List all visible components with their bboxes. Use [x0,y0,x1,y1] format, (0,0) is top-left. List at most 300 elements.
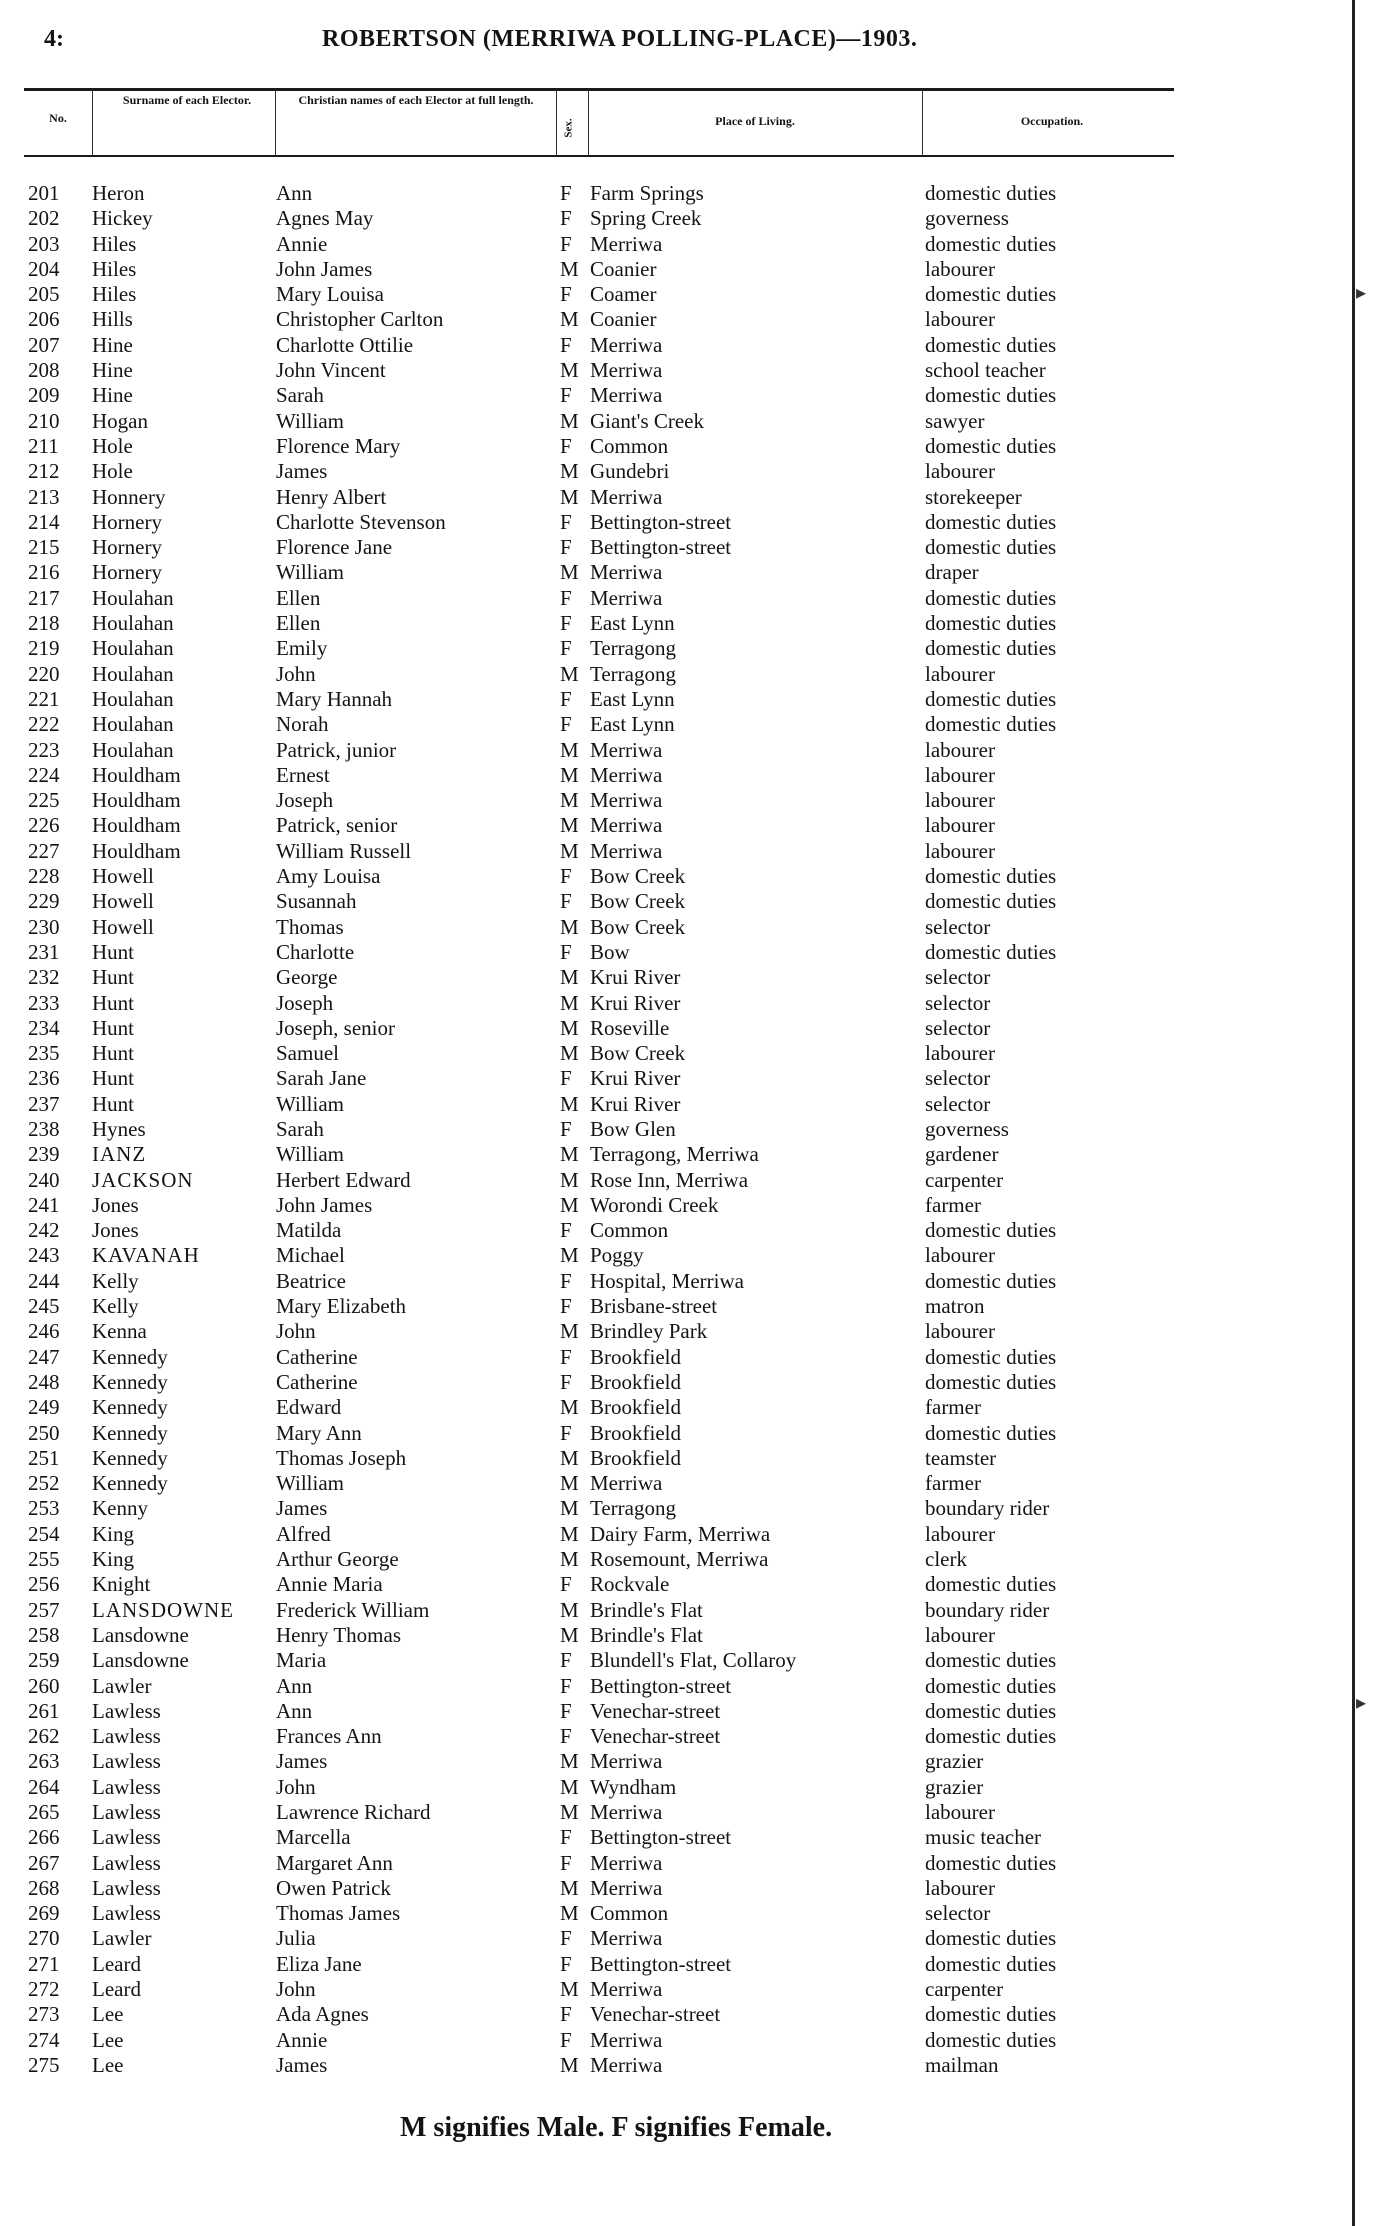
elector-christian-names: Herbert Edward [276,1167,411,1192]
elector-occupation: governess [925,206,1009,231]
elector-surname: JACKSON [92,1167,194,1192]
elector-sex: F [560,712,572,737]
elector-number: 247 [28,1344,60,1369]
elector-place: Brookfield [590,1395,681,1420]
elector-place: Brookfield [590,1445,681,1470]
elector-place: Merriwa [590,585,663,610]
elector-place: Giant's Creek [590,408,705,433]
elector-surname: Houldham [92,838,181,863]
elector-sex: F [560,1951,572,1976]
elector-surname: Knight [92,1572,151,1597]
elector-place: Merriwa [590,737,663,762]
elector-row [0,333,1382,358]
elector-occupation: domestic duties [925,1951,1057,1976]
elector-number: 209 [28,383,60,408]
elector-occupation: clerk [925,1547,967,1572]
elector-surname: Hunt [92,1066,134,1091]
elector-christian-names: Matilda [276,1218,342,1243]
elector-place: Worondi Creek [590,1192,719,1217]
elector-surname: Lawless [92,1825,161,1850]
elector-surname: Hiles [92,256,137,281]
elector-row [0,991,1382,1016]
elector-place: Merriwa [590,2052,663,2077]
elector-sex: F [560,1116,572,1141]
elector-place: Rockvale [590,1572,670,1597]
elector-sex: F [560,1294,572,1319]
elector-place: Merriwa [590,560,663,585]
elector-occupation: labourer [925,661,995,686]
elector-occupation: labourer [925,1521,995,1546]
elector-row [0,1876,1382,1901]
elector-occupation: domestic duties [925,1648,1057,1673]
elector-place: Bettington-street [590,1673,732,1698]
elector-number: 266 [28,1825,60,1850]
elector-surname: Houlahan [92,712,174,737]
elector-row [0,2053,1382,2078]
elector-sex: M [560,560,579,585]
elector-row [0,636,1382,661]
elector-number: 274 [28,2027,60,2052]
elector-christian-names: George [276,965,338,990]
elector-christian-names: Ann [276,181,313,205]
elector-christian-names: Arthur George [276,1547,399,1572]
elector-sex: F [560,383,572,408]
elector-christian-names: Samuel [276,1041,339,1066]
elector-occupation: farmer [925,1192,981,1217]
elector-place: Common [590,1901,669,1926]
elector-place: Krui River [590,990,681,1015]
elector-sex: M [560,838,579,863]
elector-row [0,611,1382,636]
elector-surname: Hornery [92,560,162,585]
elector-row [0,1800,1382,1825]
elector-surname: Kennedy [92,1445,168,1470]
elector-surname: Kennedy [92,1369,168,1394]
elector-occupation: selector [925,1901,991,1926]
elector-sex: F [560,1926,572,1951]
elector-surname: Lawless [92,1724,161,1749]
elector-number: 224 [28,762,60,787]
elector-christian-names: Susannah [276,889,357,914]
elector-number: 255 [28,1547,60,1572]
elector-surname: Lee [92,2027,124,2052]
elector-place: Krui River [590,1091,681,1116]
elector-occupation: labourer [925,838,995,863]
elector-number: 231 [28,939,60,964]
elector-sex: M [560,1521,579,1546]
elector-place: Merriwa [590,358,663,383]
elector-surname: Kenna [92,1319,147,1344]
elector-surname: Lee [92,2002,124,2027]
elector-number: 261 [28,1698,60,1723]
elector-christian-names: Eliza Jane [276,1951,362,1976]
elector-row [0,1648,1382,1673]
elector-number: 271 [28,1951,60,1976]
elector-occupation: domestic duties [925,231,1057,256]
elector-number: 252 [28,1471,60,1496]
elector-row [0,1775,1382,1800]
elector-number: 226 [28,813,60,838]
elector-occupation: domestic duties [925,1724,1057,1749]
elector-surname: Heron [92,181,145,205]
elector-christian-names: Ann [276,1698,313,1723]
elector-row [0,282,1382,307]
elector-surname: Hunt [92,1091,134,1116]
elector-number: 233 [28,990,60,1015]
elector-surname: Houlahan [92,661,174,686]
elector-number: 203 [28,231,60,256]
elector-number: 246 [28,1319,60,1344]
elector-row [0,1825,1382,1850]
elector-occupation: domestic duties [925,611,1057,636]
elector-number: 250 [28,1420,60,1445]
elector-number: 248 [28,1369,60,1394]
elector-occupation: matron [925,1294,985,1319]
elector-occupation: draper [925,560,979,585]
elector-row [0,1623,1382,1648]
elector-sex: M [560,737,579,762]
elector-sex: F [560,1420,572,1445]
elector-row [0,586,1382,611]
elector-number: 229 [28,889,60,914]
elector-row [0,1066,1382,1091]
elector-sex: M [560,358,579,383]
elector-surname: Hiles [92,282,137,307]
elector-number: 240 [28,1167,60,1192]
elector-christian-names: Ernest [276,762,330,787]
elector-row [0,459,1382,484]
elector-occupation: governess [925,1116,1009,1141]
elector-row [0,181,1382,206]
elector-row [0,813,1382,838]
elector-row [0,1395,1382,1420]
elector-sex: F [560,611,572,636]
elector-sex: F [560,1724,572,1749]
elector-surname: Kelly [92,1294,139,1319]
elector-surname: Houlahan [92,636,174,661]
elector-row [0,1117,1382,1142]
elector-sex: F [560,535,572,560]
elector-place: Bow Creek [590,914,686,939]
column-header-surname: Surname of each Elector. [122,93,252,107]
elector-sex: F [560,282,572,307]
elector-occupation: sawyer [925,408,985,433]
elector-sex: M [560,1471,579,1496]
elector-sex: M [560,990,579,1015]
elector-number: 265 [28,1800,60,1824]
elector-place: Bettington-street [590,1825,732,1850]
elector-christian-names: Frances Ann [276,1724,382,1749]
elector-place: Venechar-street [590,2002,721,2027]
elector-christian-names: Beatrice [276,1268,346,1293]
elector-place: Roseville [590,1015,670,1040]
elector-occupation: domestic duties [925,509,1057,534]
elector-number: 269 [28,1901,60,1926]
elector-number: 258 [28,1622,60,1647]
elector-occupation: domestic duties [925,1420,1057,1445]
elector-place: Rosemount, Merriwa [590,1547,769,1572]
elector-occupation: boundary rider [925,1597,1050,1622]
elector-row [0,1421,1382,1446]
elector-number: 204 [28,256,60,281]
elector-christian-names: William [276,1471,344,1496]
elector-christian-names: Norah [276,712,329,737]
column-header-christian: Christian names of each Elector at full length. [298,93,534,107]
elector-sex: M [560,1749,579,1774]
elector-surname: Houlahan [92,585,174,610]
elector-sex: M [560,408,579,433]
elector-place: Brookfield [590,1344,681,1369]
elector-occupation: labourer [925,459,995,484]
elector-surname: Kennedy [92,1471,168,1496]
elector-sex: M [560,788,579,813]
elector-place: Terragong [590,636,676,661]
elector-surname: Hynes [92,1116,146,1141]
elector-number: 245 [28,1294,60,1319]
elector-number: 236 [28,1066,60,1091]
elector-christian-names: Alfred [276,1521,331,1546]
elector-number: 241 [28,1192,60,1217]
elector-row [0,1952,1382,1977]
elector-number: 201 [28,181,60,205]
elector-place: Merriwa [590,1875,663,1900]
elector-number: 256 [28,1572,60,1597]
elector-christian-names: Mary Louisa [276,282,384,307]
elector-christian-names: Christopher Carlton [276,307,444,332]
elector-place: Merriwa [590,838,663,863]
elector-sex: M [560,1015,579,1040]
elector-row [0,257,1382,282]
elector-surname: Houldham [92,762,181,787]
elector-surname: Hine [92,383,133,408]
elector-number: 238 [28,1116,60,1141]
elector-sex: F [560,1825,572,1850]
elector-number: 251 [28,1445,60,1470]
elector-place: Coanier [590,256,657,281]
elector-number: 220 [28,661,60,686]
elector-surname: Lawless [92,1901,161,1926]
elector-number: 232 [28,965,60,990]
elector-place: East Lynn [590,712,675,737]
elector-place: Bow Glen [590,1116,676,1141]
elector-row [0,940,1382,965]
elector-occupation: labourer [925,788,995,813]
elector-place: Merriwa [590,762,663,787]
elector-place: East Lynn [590,686,675,711]
elector-surname: Hogan [92,408,148,433]
elector-christian-names: James [276,459,328,484]
column-divider [588,90,589,156]
elector-row [0,1370,1382,1395]
elector-sex: F [560,1673,572,1698]
elector-christian-names: Catherine [276,1369,358,1394]
elector-christian-names: Marcella [276,1825,351,1850]
elector-christian-names: John [276,1774,316,1799]
elector-occupation: boundary rider [925,1496,1050,1521]
elector-place: Krui River [590,965,681,990]
elector-occupation: gardener [925,1142,999,1167]
elector-occupation: carpenter [925,1977,1004,2002]
elector-row [0,358,1382,383]
elector-surname: Hunt [92,1041,134,1066]
elector-place: Spring Creek [590,206,702,231]
elector-number: 202 [28,206,60,231]
elector-occupation: domestic duties [925,889,1057,914]
elector-place: Terragong [590,1496,676,1521]
elector-surname: KAVANAH [92,1243,200,1268]
elector-number: 263 [28,1749,60,1774]
elector-sex: M [560,459,579,484]
elector-number: 230 [28,914,60,939]
elector-place: Merriwa [590,484,663,509]
elector-surname: Hunt [92,965,134,990]
elector-number: 253 [28,1496,60,1521]
elector-place: Krui River [590,1066,681,1091]
elector-sex: F [560,1850,572,1875]
elector-number: 260 [28,1673,60,1698]
elector-row [0,915,1382,940]
elector-surname: Hornery [92,509,162,534]
elector-surname: Lansdowne [92,1648,189,1673]
elector-occupation: selector [925,914,991,939]
elector-sex: M [560,813,579,838]
elector-number: 264 [28,1774,60,1799]
elector-place: Farm Springs [590,181,704,205]
elector-sex: M [560,965,579,990]
elector-occupation: farmer [925,1395,981,1420]
column-divider [922,90,923,156]
elector-surname: Lawless [92,1698,161,1723]
elector-christian-names: Catherine [276,1344,358,1369]
elector-sex: M [560,1395,579,1420]
elector-christian-names: Annie [276,231,328,256]
elector-number: 206 [28,307,60,332]
elector-sex: F [560,864,572,889]
elector-place: Merriwa [590,1749,663,1774]
elector-surname: Howell [92,864,154,889]
elector-number: 215 [28,535,60,560]
elector-place: Venechar-street [590,1724,721,1749]
elector-row [0,1218,1382,1243]
elector-christian-names: John James [276,256,373,281]
elector-row [0,1851,1382,1876]
elector-christian-names: Frederick William [276,1597,430,1622]
elector-number: 268 [28,1875,60,1900]
header-bottom-rule [24,155,1174,157]
elector-occupation: grazier [925,1774,984,1799]
elector-surname: Howell [92,889,154,914]
elector-occupation: domestic duties [925,1572,1057,1597]
elector-number: 214 [28,509,60,534]
elector-surname: Kennedy [92,1395,168,1420]
elector-christian-names: Amy Louisa [276,864,381,889]
elector-christian-names: Sarah [276,1116,324,1141]
elector-surname: Leard [92,1977,141,2002]
elector-sex: M [560,1091,579,1116]
elector-row [0,383,1382,408]
elector-christian-names: Ellen [276,585,321,610]
elector-surname: Lawler [92,1926,152,1951]
elector-occupation: domestic duties [925,383,1057,408]
elector-row [0,788,1382,813]
elector-surname: Howell [92,914,154,939]
elector-row [0,889,1382,914]
elector-surname: Hornery [92,535,162,560]
elector-place: Brindley Park [590,1319,708,1344]
elector-place: Merriwa [590,1800,663,1824]
elector-place: Brindle's Flat [590,1622,703,1647]
elector-surname: Houlahan [92,611,174,636]
elector-row [0,1446,1382,1471]
column-divider [556,90,557,156]
elector-sex: F [560,231,572,256]
elector-sex: M [560,1041,579,1066]
column-header-sex: Sex. [562,118,575,138]
elector-sex: F [560,585,572,610]
elector-number: 243 [28,1243,60,1268]
elector-place: Wyndham [590,1774,677,1799]
elector-sex: M [560,307,579,332]
elector-number: 254 [28,1521,60,1546]
elector-occupation: domestic duties [925,1344,1057,1369]
elector-occupation: domestic duties [925,585,1057,610]
elector-number: 213 [28,484,60,509]
elector-occupation: domestic duties [925,433,1057,458]
elector-row [0,687,1382,712]
elector-row [0,232,1382,257]
elector-christian-names: Henry Thomas [276,1622,402,1647]
elector-number: 235 [28,1041,60,1066]
elector-place: Merriwa [590,788,663,813]
elector-row [0,763,1382,788]
elector-number: 270 [28,1926,60,1951]
elector-place: Venechar-street [590,1698,721,1723]
elector-sex: F [560,509,572,534]
elector-surname: Kelly [92,1268,139,1293]
elector-place: Merriwa [590,231,663,256]
elector-surname: Lawless [92,1749,161,1774]
elector-sex: M [560,1445,579,1470]
elector-row [0,1496,1382,1521]
elector-surname: Lee [92,2052,124,2077]
elector-number: 227 [28,838,60,863]
elector-row [0,560,1382,585]
elector-christian-names: Michael [276,1243,345,1268]
elector-surname: Hole [92,459,133,484]
elector-christian-names: Thomas James [276,1901,401,1926]
elector-occupation: labourer [925,1875,995,1900]
elector-place: Merriwa [590,383,663,408]
elector-sex: F [560,1066,572,1091]
elector-sex: M [560,1901,579,1926]
elector-place: Terragong, Merriwa [590,1142,759,1167]
elector-number: 239 [28,1142,60,1167]
elector-occupation: domestic duties [925,864,1057,889]
elector-row [0,409,1382,434]
elector-surname: Lansdowne [92,1622,189,1647]
elector-occupation: labourer [925,1041,995,1066]
elector-occupation: selector [925,1066,991,1091]
elector-surname: King [92,1521,134,1546]
elector-occupation: selector [925,965,991,990]
elector-christian-names: Florence Jane [276,535,393,560]
elector-christian-names: William [276,560,344,585]
elector-christian-names: Owen Patrick [276,1875,391,1900]
elector-christian-names: Annie Maria [276,1572,383,1597]
elector-sex: M [560,1167,579,1192]
elector-surname: Jones [92,1192,139,1217]
elector-place: Merriwa [590,332,663,357]
